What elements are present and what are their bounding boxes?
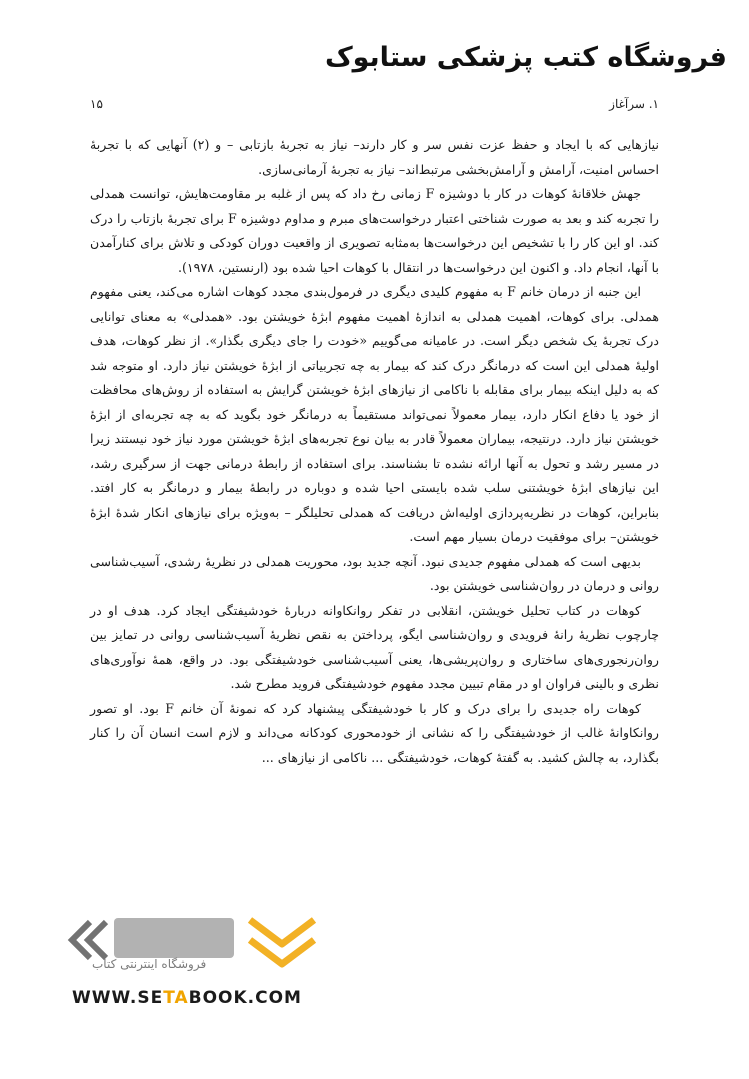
running-head [90,97,659,119]
paragraph: بدیهی است که همدلی مفهوم جدیدی نبود. آنچه جدید بود، محوریت همدلی در نظریهٔ رشدی، آسیب‌شناسی روانی و درمان در روان‌شناسی خویشتن بود. [90,553,659,593]
paragraph: جهش خلاقانهٔ کوهات در کار با دوشیزه F زمانی رخ داد که پس از غلبه بر مقاومت‌هایش، توانست همدلی را تجربه کند و بعد به صورت شناختی اعتبار درخواست‌های مبرم و مداوم دوشیزه F برای تجربهٔ بازتاب را درک کند. او این کار را با تشخیص این درخواست‌ها به‌مثابه تصویری از واقعیت دوران کودکی و تلاش برای کنارآمدن با آنها، انجام داد. و اکنون این درخواست‌ها در انتقال با کوهات احیا شده بود (ارنستین، ۱۹۷۸). [90,186,659,275]
chevrons-icon [72,922,106,958]
logo-block [114,918,234,958]
url-accent: TA [163,988,189,1008]
paragraph: نیازهایی که با ایجاد و حفظ عزت نفس سر و کار دارند– نیاز به تجربهٔ بازتابی – و (۲) آنهایی که با تجربهٔ احساس امنیت، آرامش و آرامش‌بخشی مرتبط‌اند– نیاز به تجربهٔ آرمانی‌سازی. [90,137,659,177]
brand-title: فروشگاه کتب پزشکی ستابوک [324,42,727,73]
url-prefix: WWW.SE [72,988,164,1008]
chapter-title: ۱. سرآغاز [609,97,659,111]
page-number: ۱۵ [90,97,103,111]
watermark-url [72,988,302,1008]
book-icon [250,920,314,964]
paragraph: کوهات راه جدیدی را برای درک و کار با خودشیفتگی پیشنهاد کرد که نمونهٔ آن خانم F بود. او تصور روانکاوانهٔ غالب از خودشیفتگی را که نشانی از خودمحوری کودکانه می‌داند و لازم است انسان آن را کنار بگذارد، به چالش کشید. به گفتهٔ کوهات، خودشیفتگی ... ناکامی از نیازهای ... [90,700,659,765]
watermark-subtitle: فروشگاه اینترنتی کتاب [92,957,207,971]
paragraph: این جنبه از درمان خانم F به مفهوم کلیدی دیگری در فرمول‌بندی مجدد کوهات اشاره می‌کند، یعنی مفهوم همدلی. برای کوهات، اهمیت همدلی به اندازهٔ اهمیت مفهوم ابژهٔ خویشتن بود. «همدلی» به معنای توانایی درک تجربهٔ یک شخص دیگر است. در عامیانه می‌گوییم «خودت را جای دیگری بگذار». از نظر کوهات، هدف اولیهٔ همدلی این است که درمانگر درک کند که بیمار به چه تجربیاتی از ابژهٔ خویشتن نیاز دارد. او متوجه شد که به دلیل اینکه بیمار برای مقابله با ناکامی از نیازهای ابژهٔ خویشتن گرایش به استفاده از روش‌های محافظت از خود یا دفاع انکار دارد، بیمار معمولاً نمی‌تواند مستقیماً به درمانگر خود بگوید که به چه تجربه‌ای از ابژهٔ خویشتن نیاز دارد. درنتیجه، بیماران معمولاً قادر به بیان نوع تجربه‌های ابژهٔ خویشتن مورد نیاز خود نیستند زیرا در مسیر رشد و تحول به آنها ارائه نشده تا بشناسند. برای استفاده از رابطهٔ درمانی جهت از سرگیری رشد، این نیازهای ابژهٔ خویشتنی سلب شده بایستی احیا شده و دوباره در رابطهٔ بیمار و درمانگر به کار افتد. بنابراین، کوهات در نظریه‌پردازی اولیه‌اش دریافت که همدلی تحلیلگر – به‌ویژه برای نیازهای انکار شدهٔ ابژهٔ خویشتن– برای موفقیت درمان بسیار مهم است. [90,284,659,544]
paragraph: کوهات در کتاب تحلیل خویشتن، انقلابی در تفکر روانکاوانه دربارهٔ خودشیفتگی ایجاد کرد. هدف او در چارچوب نظریهٔ رانهٔ فرویدی و روان‌شناسی ایگو، پرداختن به نقص نظریهٔ آسیب‌شناسی روانی در تمایز بین روان‌رنجوری‌های ساختاری و روان‌پریشی‌ها، یعنی آسیب‌شناسی خودشیفتگی بود. در واقع، همهٔ نوآوری‌های نظری و بالینی فراوان او در مقام تبیین مجدد مفهوم خودشیفتگی فروید مطرح شد. [90,602,659,691]
url-suffix: BOOK.COM [188,988,302,1008]
body-text [90,133,659,770]
